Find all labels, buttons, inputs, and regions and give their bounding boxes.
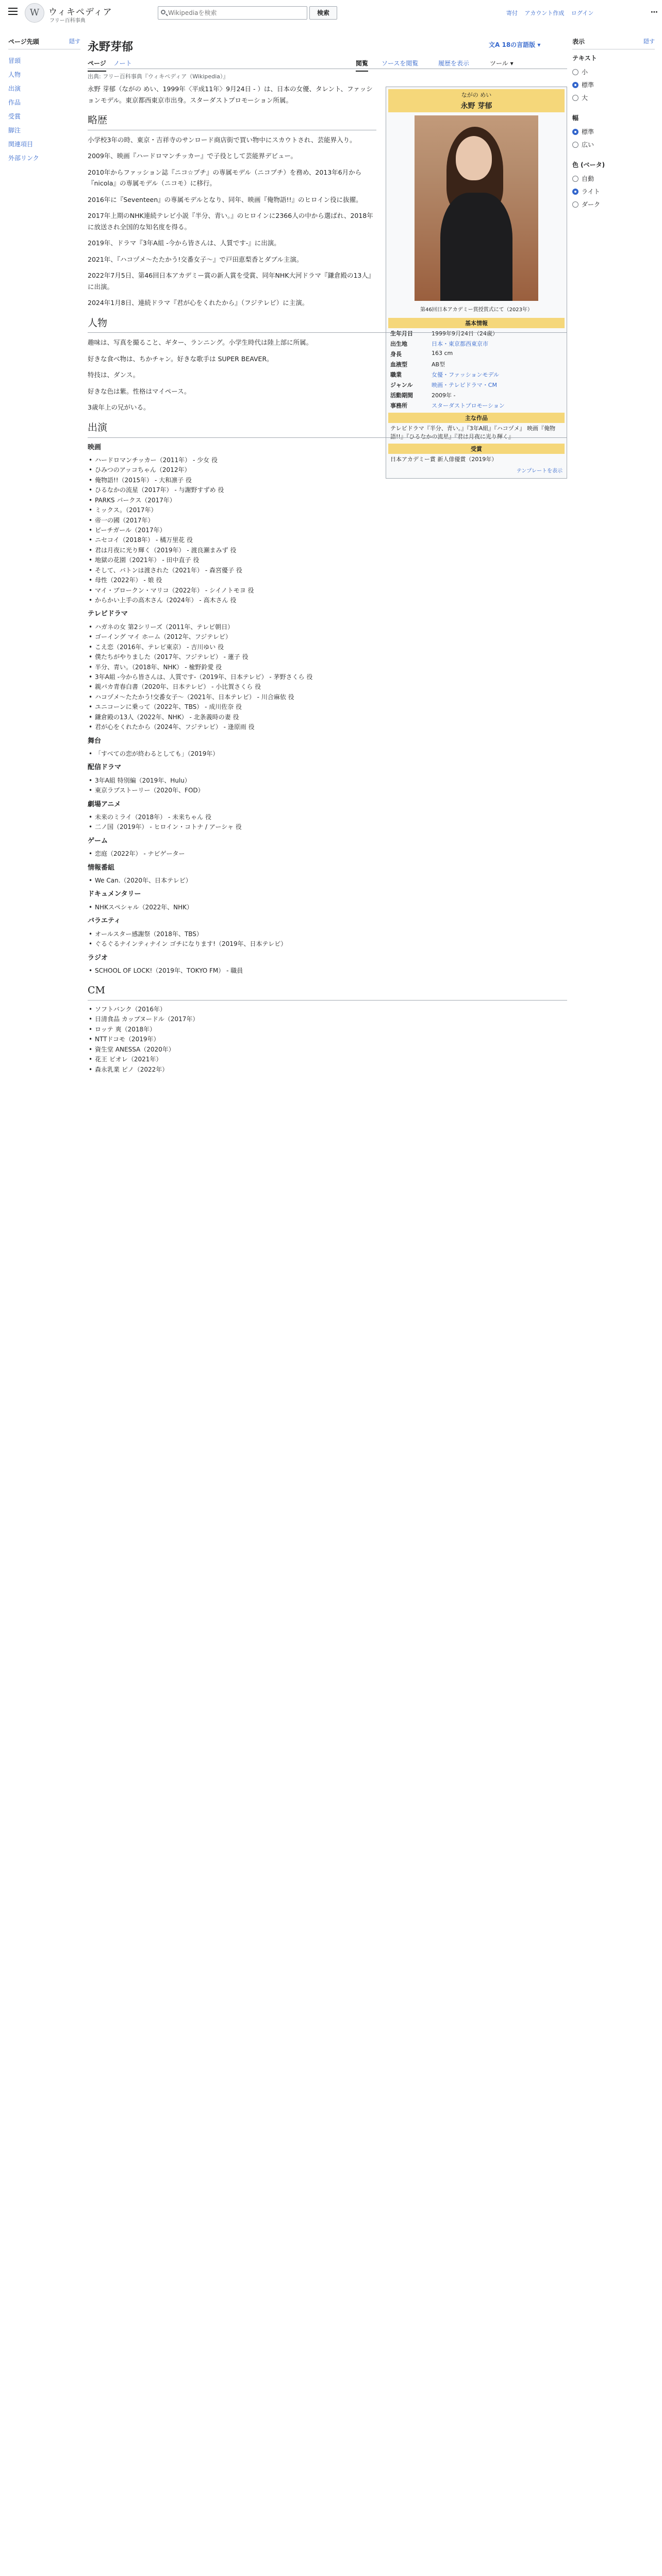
- donate-link[interactable]: 寄付: [506, 10, 518, 16]
- list-item[interactable]: • 帝一の國（2017年）: [88, 516, 567, 526]
- list-item[interactable]: • ひみつのアッコちゃん（2012年）: [88, 465, 567, 475]
- tab-page[interactable]: ページ: [88, 59, 106, 72]
- list-item[interactable]: • 俺物語!!（2015年） - 大和凛子 役: [88, 476, 567, 485]
- menu-icon[interactable]: [8, 8, 18, 15]
- list-item[interactable]: • NTTドコモ（2019年）: [88, 1035, 567, 1044]
- tab-read[interactable]: 閲覧: [356, 59, 368, 72]
- toc-item[interactable]: 冒頭: [8, 57, 21, 64]
- search-input[interactable]: [168, 8, 302, 18]
- heading-person: 人物: [88, 315, 567, 333]
- list-item[interactable]: • 二ノ国（2019年） - ヒロイン・コトナ / アーシャ 役: [88, 822, 567, 832]
- tab-tools[interactable]: ツール ▾: [490, 60, 514, 67]
- list-item[interactable]: • 「すべての恋が終わるとしても」（2019年）: [88, 749, 567, 759]
- infobox-row: 血液型 AB型: [390, 361, 445, 368]
- login-link[interactable]: ログイン: [571, 10, 594, 16]
- list-item[interactable]: • 親バカ青春白書（2020年、日本テレビ） - 小比賀さくら 役: [88, 682, 567, 692]
- toc-item[interactable]: 受賞: [8, 113, 21, 120]
- infobox-works: テレビドラマ『半分、青い。』『3年A組』『ハコヅメ』 映画『俺物語!!』『ひるなかの流星』『君は月夜に光り輝く』: [390, 425, 556, 440]
- list-item[interactable]: • ロッテ 爽（2018年）: [88, 1025, 567, 1035]
- wordmark[interactable]: ウィキペディア: [48, 7, 112, 18]
- list-item[interactable]: • 東京ラブストーリー（2020年、FOD）: [88, 786, 567, 795]
- subheading-radio: ラジオ: [88, 954, 108, 962]
- radio-selected-icon: [572, 189, 578, 195]
- person-paragraph: 好きな色は紫。性格はマイペース。: [88, 387, 191, 395]
- toc-item[interactable]: 出演: [8, 85, 21, 92]
- subheading-drama: テレビドラマ: [88, 610, 128, 618]
- heading-history: 略歴: [88, 112, 376, 130]
- width-label: 幅: [572, 114, 579, 122]
- list-item[interactable]: • 地獄の花園（2021年） - 田中直子 役: [88, 555, 567, 565]
- history-paragraph: 2019年、ドラマ『3年A組 -今から皆さんは、人質です-』に出演。: [88, 239, 280, 247]
- infobox-row: 事務所 スターダストプロモーション: [390, 402, 505, 409]
- infobox-row: ジャンル 映画・テレビドラマ・CM: [390, 382, 497, 388]
- color-label: 色 (ベータ): [572, 161, 605, 168]
- person-paragraph: 趣味は、写真を撮ること、ギター、ランニング。小学生時代は陸上部に所属。: [88, 338, 313, 347]
- list-item[interactable]: • ミックス。（2017年）: [88, 505, 567, 515]
- toc-item[interactable]: 人物: [8, 71, 21, 78]
- table-of-contents: [8, 37, 80, 165]
- list-item[interactable]: • オールスター感謝祭（2018年、TBS）: [88, 929, 567, 939]
- tab-talk[interactable]: ノート: [113, 60, 132, 67]
- list-item[interactable]: • ハコヅメ〜たたかう!交番女子〜（2021年、日本テレビ） - 川合麻依 役: [88, 692, 567, 702]
- person-paragraph: 好きな食べ物は、ちかチャン。好きな歌手は SUPER BEAVER。: [88, 354, 273, 363]
- search-button[interactable]: 検索: [309, 6, 337, 20]
- infobox-kana: ながの めい: [388, 89, 565, 100]
- web-list: [88, 776, 567, 796]
- radio-icon: [572, 69, 578, 75]
- history-paragraph: 小学校3年の時、東京・吉祥寺のサンロード商店街で買い物中にスカウトされ、芸能界入り。: [88, 135, 356, 144]
- list-item[interactable]: • 半分、青い。（2018年、NHK） - 楡野鈴愛 役: [88, 663, 567, 672]
- game-list: [88, 849, 567, 859]
- subheading-stage: 舞台: [88, 737, 102, 745]
- toc-hide-button[interactable]: 隠す: [69, 38, 80, 45]
- cm-list: [88, 1005, 567, 1075]
- page-tabs: [88, 55, 567, 69]
- radio-icon: [572, 95, 578, 101]
- text-size-small[interactable]: 小: [572, 65, 655, 78]
- text-size-label: テキスト: [572, 55, 597, 62]
- appearance-hide-button[interactable]: 隠す: [643, 38, 655, 45]
- infobox-name: 永野 芽郁: [388, 100, 565, 112]
- history-paragraph: 2010年からファッション誌『ニコ☆プチ』の専属モデル（ニコプチ）を務め、2013年6月から『nicola』の専属モデル（ニコモ）に移行。: [88, 168, 362, 188]
- create-account-link[interactable]: アカウント作成: [524, 10, 565, 16]
- article-body: [88, 83, 376, 1078]
- tab-history[interactable]: 履歴を表示: [438, 60, 470, 67]
- personal-tools: [506, 9, 599, 17]
- list-item[interactable]: • ひるなかの流星（2017年） - 与謝野すずめ 役: [88, 485, 567, 495]
- list-item[interactable]: • ソフトバンク（2016年）: [88, 1005, 567, 1014]
- person-paragraph: 3歳年上の兄がいる。: [88, 403, 150, 412]
- radio-selected-icon: [572, 82, 578, 88]
- list-item[interactable]: • SCHOOL OF LOCK!（2019年、TOKYO FM） - 職員: [88, 966, 567, 976]
- list-item[interactable]: • 3年A組 -今から皆さんは、人質です-（2019年、日本テレビ） - 茅野さくら 役: [88, 672, 567, 682]
- radio-selected-icon: [572, 129, 578, 135]
- list-item[interactable]: • ハガネの女 第2シリーズ（2011年、テレビ朝日）: [88, 622, 567, 632]
- list-item[interactable]: • 未来のミライ（2018年） - 未来ちゃん 役: [88, 812, 567, 822]
- list-item[interactable]: • ピーチガール（2017年）: [88, 526, 567, 535]
- subheading-web: 配信ドラマ: [88, 764, 122, 772]
- film-list: [88, 455, 567, 606]
- person-paragraph: 特技は、ダンス。: [88, 371, 140, 379]
- infobox-row: 職業 女優・ファッションモデル: [390, 371, 500, 378]
- heading-roles: 出演: [88, 419, 567, 438]
- list-item[interactable]: • 恋庭（2022年） - ナビゲーター: [88, 849, 567, 859]
- radio-icon: [572, 142, 578, 148]
- infobox-row: 出生地 日本・東京都西東京市: [390, 341, 488, 347]
- radio-icon: [572, 201, 578, 208]
- list-item[interactable]: • ぐるぐるナインティナイン ゴチになります!（2019年、日本テレビ）: [88, 939, 567, 949]
- infobox-section: 主な作品: [388, 413, 565, 423]
- site-header: [0, 0, 662, 26]
- list-item[interactable]: • そして、バトンは渡された（2021年） - 森宮優子 役: [88, 566, 567, 575]
- list-item[interactable]: • マイ・ブロークン・マリコ（2022年） - シイノトモヨ 役: [88, 586, 567, 596]
- more-icon[interactable]: ⋯: [651, 8, 658, 16]
- list-item[interactable]: • 資生堂 ANESSA（2020年）: [88, 1045, 567, 1055]
- list-item[interactable]: • 森永乳業 ピノ（2022年）: [88, 1065, 567, 1075]
- subheading-game: ゲーム: [88, 837, 108, 845]
- subheading-variety: バラエティ: [88, 917, 121, 925]
- text-size-large[interactable]: 大: [572, 91, 655, 104]
- list-item[interactable]: • 3年A組 特別編（2019年、Hulu）: [88, 776, 567, 786]
- width-wide[interactable]: 広い: [572, 138, 655, 151]
- color-dark[interactable]: ダーク: [572, 198, 655, 211]
- infobox-row: 活動期間 2009年 -: [390, 392, 456, 399]
- toc-item[interactable]: 脚注: [8, 127, 21, 134]
- width-standard[interactable]: 標準: [572, 125, 655, 138]
- list-item[interactable]: • からかい上手の高木さん（2024年） - 高木さん 役: [88, 596, 567, 605]
- from-wikipedia: 出典: フリー百科事典『ウィキペディア（Wikipedia）』: [88, 73, 229, 80]
- history-paragraph: 2021年、『ハコヅメ〜たたかう!交番女子〜』で戸田恵梨香とダブル主演。: [88, 255, 303, 263]
- appearance-title: 表示 隠す: [572, 37, 655, 49]
- infobox-row: 身長 163 cm: [390, 350, 453, 358]
- info-list: [88, 876, 567, 886]
- portrait-photo[interactable]: [415, 115, 538, 301]
- list-item[interactable]: • 花王 ビオレ（2021年）: [88, 1055, 567, 1064]
- page-title: 永野芽郁: [88, 40, 134, 54]
- tab-view-source[interactable]: ソースを閲覧: [382, 60, 419, 67]
- tagline: フリー百科事典: [49, 18, 86, 24]
- list-item[interactable]: • 母性（2022年） - 娘 役: [88, 575, 567, 585]
- list-item[interactable]: • 君は月夜に光り輝く（2019年） - 渡良瀬まみず 役: [88, 546, 567, 555]
- variety-list: [88, 929, 567, 950]
- color-auto[interactable]: 自動: [572, 172, 655, 185]
- infobox-row: 生年月日 1999年9月24日（24歳）: [390, 330, 498, 337]
- appearance-panel: [572, 37, 655, 220]
- history-paragraph: 2017年上期のNHK連続テレビ小説『半分、青い。』のヒロインに2366人の中から選ばれ、2018年に放送され全国的な知名度を得る。: [88, 212, 373, 231]
- text-size-standard[interactable]: 標準: [572, 78, 655, 91]
- list-item[interactable]: • NHKスペシャル（2022年、NHK）: [88, 903, 567, 912]
- drama-list: [88, 622, 567, 733]
- subheading-doc: ドキュメンタリー: [88, 890, 141, 899]
- list-item[interactable]: • 君が心をくれたから（2024年、フジテレビ） - 逢原雨 役: [88, 722, 567, 732]
- wikipedia-logo[interactable]: W: [25, 3, 44, 23]
- toc-item[interactable]: 外部リンク: [8, 155, 39, 162]
- lead-paragraph: 永野 芽郁（ながの めい、1999年〈平成11年〉9月24日 - ）は、日本の女優、タレント、ファッションモデル。東京都西東京市出身。スターダストプロモーション所属。: [88, 85, 373, 104]
- radio-icon: [572, 176, 578, 182]
- list-item[interactable]: • 鎌倉殿の13人（2022年、NHK） - 北条義時の妻 役: [88, 713, 567, 722]
- list-item[interactable]: • 僕たちがやりました（2017年、フジテレビ） - 蓮子 役: [88, 652, 567, 662]
- heading-cm: CM: [88, 982, 567, 1001]
- history-paragraph: 2024年1月8日、連続ドラマ『君が心をくれたから』（フジテレビ）に主演。: [88, 299, 309, 307]
- history-paragraph: 2016年に『Seventeen』の専属モデルとなり、同年、映画『俺物語!!』のヒロイン役に抜擢。: [88, 195, 362, 204]
- infobox-section: 受賞: [388, 444, 565, 454]
- subheading-anime: 劇場アニメ: [88, 800, 121, 808]
- list-item[interactable]: • ニセコイ（2018年） - 橘万里花 役: [88, 535, 567, 545]
- infobox-awards: 日本アカデミー賞 新人俳優賞（2019年）: [390, 456, 498, 463]
- history-paragraph: 2022年7月5日、第46回日本アカデミー賞の新人賞を受賞、同年NHK大河ドラマ『鎌倉殿の13人』に出演。: [88, 272, 375, 291]
- infobox-section: 基本情報: [388, 318, 565, 328]
- toc-title: ページ先頭 隠す: [8, 37, 80, 49]
- search-icon: [161, 10, 166, 14]
- radio-list: [88, 966, 567, 976]
- color-light[interactable]: ライト: [572, 185, 655, 198]
- list-item[interactable]: • ゴーイング マイ ホーム（2012年、フジテレビ）: [88, 632, 567, 642]
- toc-item[interactable]: 作品: [8, 99, 21, 106]
- subheading-info: 情報番組: [88, 863, 115, 872]
- list-item[interactable]: • 日清食品 カップヌードル（2017年）: [88, 1014, 567, 1024]
- history-paragraph: 2009年、映画『ハードロマンチッカー』で子役として芸能界デビュー。: [88, 152, 297, 160]
- toc-item[interactable]: 関連項目: [8, 141, 34, 148]
- language-button[interactable]: 文A 18の言語版 ▾: [489, 41, 541, 48]
- doc-list: [88, 903, 567, 912]
- photo-caption: 第46回日本アカデミー賞授賞式にて（2023年）: [420, 307, 533, 313]
- list-item[interactable]: • ユニコーンに乗って（2022年、TBS） - 成川佐奈 役: [88, 702, 567, 712]
- list-item[interactable]: • PARKS パークス（2017年）: [88, 496, 567, 505]
- list-item[interactable]: • We Can.（2020年、日本テレビ）: [88, 876, 567, 886]
- anime-list: [88, 812, 567, 833]
- list-item[interactable]: • ハードロマンチッカー（2011年） - 少女 役: [88, 455, 567, 465]
- stage-list: [88, 749, 567, 759]
- template-link[interactable]: テンプレートを表示: [516, 468, 562, 474]
- subheading-film: 映画: [88, 443, 102, 451]
- list-item[interactable]: • こえ恋（2016年、テレビ東京） - 吉川ゆい 役: [88, 642, 567, 652]
